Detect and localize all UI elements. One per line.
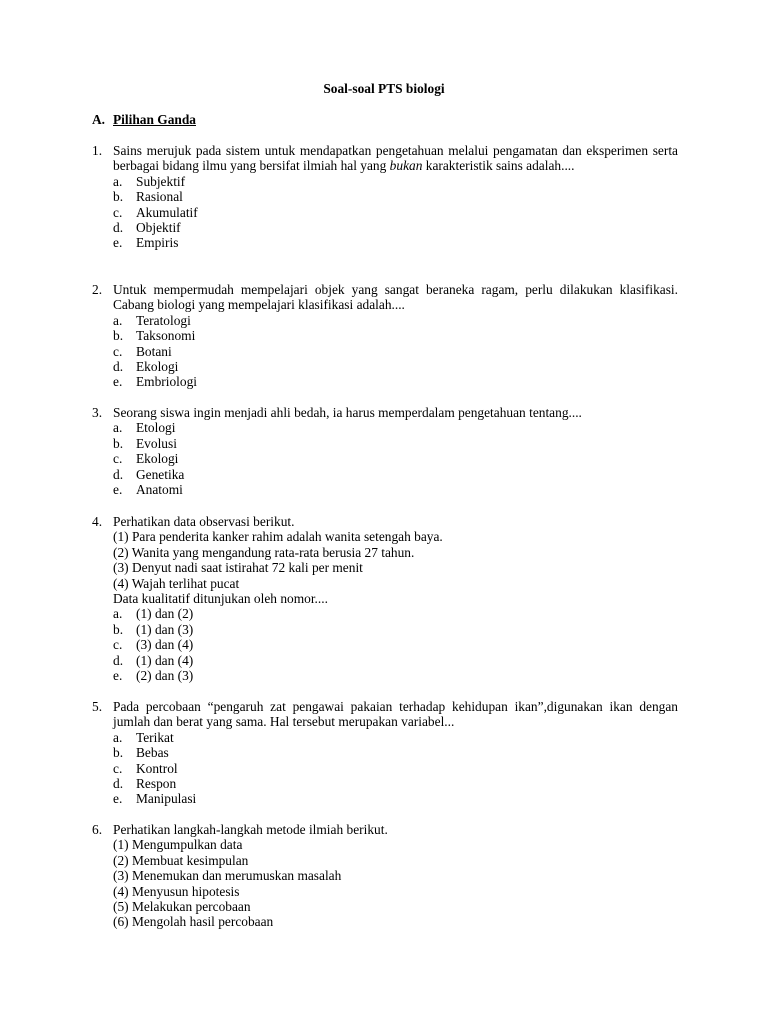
question-6 (92, 822, 678, 930)
option-c: c. (3) dan (4) (113, 637, 194, 653)
option-e: e. Manipulasi (113, 791, 197, 807)
option-e: e. Embriologi (113, 374, 197, 390)
question-text: Seorang siswa ingin menjadi ahli bedah, ia harus memperdalam pengetahuan tentang.... (113, 405, 582, 420)
question-number: 5. (92, 699, 103, 714)
step-item-1: (1) Mengumpulkan data (113, 837, 243, 853)
question-text: Untuk mempermudah mempelajari objek yang sangat beraneka ragam, perlu dilakukan klasifikasi. Cabang biologi yang mempelajari klasifikasi adalah.... (113, 282, 678, 313)
step-item-3: (3) Menemukan dan merumuskan masalah (113, 868, 342, 884)
option-d: d. Respon (113, 776, 177, 792)
option-d: d. Objektif (113, 220, 181, 236)
option-a: a. Terikat (113, 729, 174, 745)
section-letter: A. (92, 112, 106, 127)
data-item-3: (3) Denyut nadi saat istirahat 72 kali per menit (113, 560, 363, 576)
question-prompt: Data kualitatif ditunjukan oleh nomor.... (113, 591, 328, 607)
question-text: Perhatikan data observasi berikut. (113, 514, 295, 529)
question-4 (92, 514, 678, 683)
option-e: e. (2) dan (3) (113, 668, 194, 684)
question-2 (92, 282, 678, 390)
question-text: Pada percobaan “pengaruh zat pengawai pakaian terhadap kehidupan ikan”,digunakan ikan dengan jumlah dan berat yang sama. Hal tersebut merupakan variabel... (113, 699, 678, 730)
emphasis-text: bukan (389, 158, 423, 174)
option-a: a. Teratologi (113, 312, 191, 328)
question-number: 4. (92, 514, 103, 529)
option-c: c. Ekologi (113, 451, 179, 467)
question-5 (92, 699, 678, 807)
option-d: d. (1) dan (4) (113, 652, 194, 668)
option-a: a. Subjektif (113, 173, 186, 189)
option-c: c. Botani (113, 343, 172, 359)
question-3 (92, 405, 678, 497)
question-text: Sains merujuk pada sistem untuk mendapatkan pengetahuan melalui pengamatan dan eksperimen serta berbagai bidang ilmu yang bersifat ilmiah hal yang bukan karakteristik sains adalah.... (113, 143, 678, 174)
question-1 (92, 143, 678, 251)
step-item-2: (2) Membuat kesimpulan (113, 852, 249, 868)
section-label: Pilihan Ganda (113, 112, 196, 127)
question-number: 6. (92, 822, 103, 837)
question-number: 3. (92, 405, 103, 420)
data-item-2: (2) Wanita yang mengandung rata-rata berusia 27 tahun. (113, 544, 415, 560)
option-d: d. Ekologi (113, 359, 179, 375)
option-a: a. (1) dan (2) (113, 606, 194, 622)
step-item-4: (4) Menyusun hipotesis (113, 883, 240, 899)
option-c: c. Kontrol (113, 760, 178, 776)
option-b: b. Rasional (113, 189, 183, 205)
option-c: c. Akumulatif (113, 204, 198, 220)
step-item-5: (5) Melakukan percobaan (113, 899, 251, 915)
question-number: 2. (92, 282, 103, 297)
option-a: a. Etologi (113, 420, 176, 436)
option-b: b. (1) dan (3) (113, 621, 194, 637)
question-text: Perhatikan langkah-langkah metode ilmiah berikut. (113, 822, 388, 837)
step-item-6: (6) Mengolah hasil percobaan (113, 914, 274, 930)
option-e: e. Anatomi (113, 482, 183, 498)
data-item-4: (4) Wajah terlihat pucat (113, 575, 240, 591)
option-b: b. Bebas (113, 745, 169, 761)
option-b: b. Evolusi (113, 435, 177, 451)
option-e: e. Empiris (113, 235, 179, 251)
data-item-1: (1) Para penderita kanker rahim adalah wanita setengah baya. (113, 529, 443, 545)
option-b: b. Taksonomi (113, 328, 196, 344)
option-d: d. Genetika (113, 466, 185, 482)
section-heading (92, 112, 196, 127)
question-number: 1. (92, 143, 103, 158)
page-title: Soal-soal PTS biologi (323, 81, 445, 96)
